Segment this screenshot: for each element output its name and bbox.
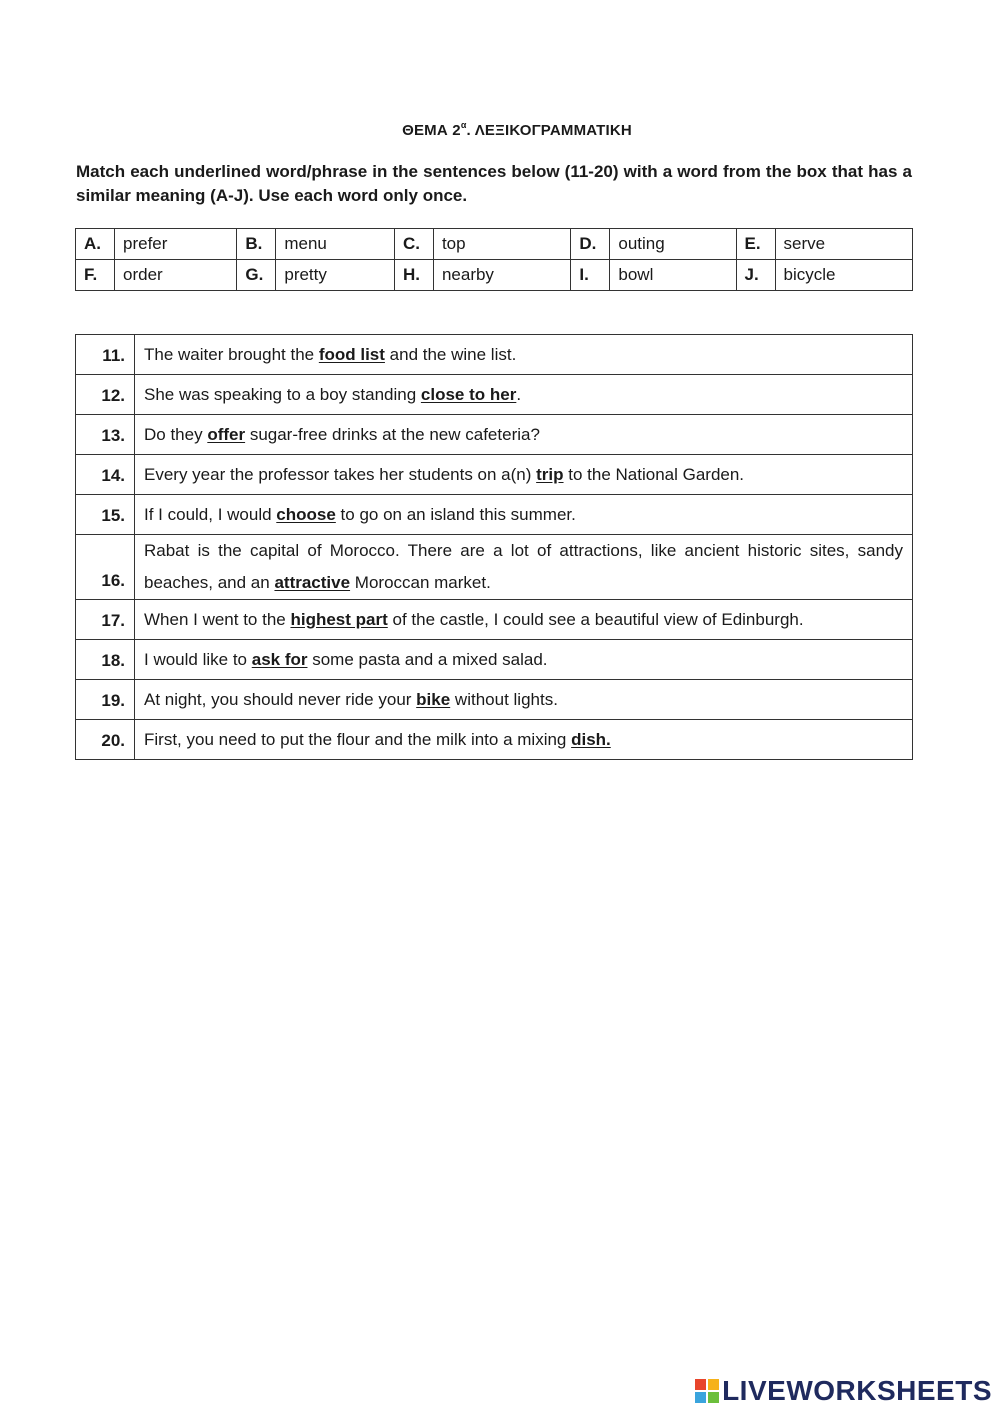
underlined-phrase: bike [416, 689, 451, 709]
word-option: outing [610, 229, 736, 260]
logo-block [695, 1379, 706, 1390]
word-option: top [433, 229, 570, 260]
word-box-row [76, 229, 913, 260]
question-number: 18. [76, 640, 135, 680]
underlined-phrase: attractive [274, 573, 351, 592]
question-row [76, 600, 913, 640]
question-sentence: Rabat is the capital of Morocco. There are a lot of attractions, like ancient historic sites, sandy beaches, and an attractive Moroccan market. [135, 535, 913, 600]
word-box [75, 228, 913, 291]
underlined-phrase: trip [536, 464, 564, 484]
underlined-phrase: highest part [290, 609, 388, 629]
question-number: 20. [76, 720, 135, 760]
word-option: order [115, 260, 237, 291]
question-sentence: I would like to ask for some pasta and a mixed salad. [135, 640, 913, 680]
word-option: nearby [433, 260, 570, 291]
word-option: serve [775, 229, 912, 260]
underlined-phrase: offer [207, 424, 246, 444]
questions-table [75, 334, 913, 760]
question-row [76, 455, 913, 495]
logo-blocks-icon [695, 1379, 719, 1403]
word-option: prefer [115, 229, 237, 260]
question-number: 16. [76, 535, 135, 600]
logo-block [695, 1392, 706, 1403]
question-sentence: First, you need to put the flour and the milk into a mixing dish. [135, 720, 913, 760]
question-row [76, 720, 913, 760]
word-letter: J. [736, 260, 775, 291]
underlined-phrase: dish. [571, 729, 611, 749]
word-letter: H. [394, 260, 433, 291]
word-letter: I. [571, 260, 610, 291]
question-number: 17. [76, 600, 135, 640]
instructions: Match each underlined word/phrase in the sentences below (11-20) with a word from the box that has a similar meaning (A-J). Use each word only once. [76, 162, 912, 205]
word-option: pretty [276, 260, 395, 291]
logo-text: LIVEWORKSHEETS [722, 1375, 992, 1406]
question-row [76, 495, 913, 535]
word-option: menu [276, 229, 395, 260]
question-row [76, 640, 913, 680]
question-number: 13. [76, 415, 135, 455]
underlined-phrase: choose [276, 504, 336, 524]
question-sentence: If I could, I would choose to go on an island this summer. [135, 495, 913, 535]
question-row [76, 535, 913, 600]
question-row [76, 415, 913, 455]
word-letter: A. [76, 229, 115, 260]
word-letter: D. [571, 229, 610, 260]
question-number: 12. [76, 375, 135, 415]
question-row [76, 335, 913, 375]
underlined-phrase: ask for [251, 649, 308, 669]
word-box-row [76, 260, 913, 291]
question-number: 14. [76, 455, 135, 495]
underlined-phrase: close to her [420, 384, 517, 404]
question-sentence: Do they offer sugar-free drinks at the new cafeteria? [135, 415, 913, 455]
word-letter: C. [394, 229, 433, 260]
question-sentence: At night, you should never ride your bike without lights. [135, 680, 913, 720]
word-option: bowl [610, 260, 736, 291]
question-row [76, 680, 913, 720]
question-sentence: The waiter brought the food list and the wine list. [135, 335, 913, 375]
underlined-phrase: food list [318, 344, 385, 364]
word-letter: G. [237, 260, 276, 291]
question-row [76, 375, 913, 415]
question-sentence: When I went to the highest part of the castle, I could see a beautiful view of Edinburgh. [135, 600, 913, 640]
logo-block [708, 1379, 719, 1390]
question-sentence: Every year the professor takes her students on a(n) trip to the National Garden. [135, 455, 913, 495]
logo-block [708, 1392, 719, 1403]
question-sentence: She was speaking to a boy standing close to her. [135, 375, 913, 415]
word-option: bicycle [775, 260, 912, 291]
word-letter: B. [237, 229, 276, 260]
liveworksheets-logo [695, 1375, 992, 1407]
word-letter: E. [736, 229, 775, 260]
question-number: 19. [76, 680, 135, 720]
question-number: 11. [76, 335, 135, 375]
word-letter: F. [76, 260, 115, 291]
page-title: ΘΕΜΑ $2^\alpha$. ΛΕΞΙΚΟΓΡΑΜΜΑΤΙΚΗ [402, 120, 632, 139]
question-number: 15. [76, 495, 135, 535]
